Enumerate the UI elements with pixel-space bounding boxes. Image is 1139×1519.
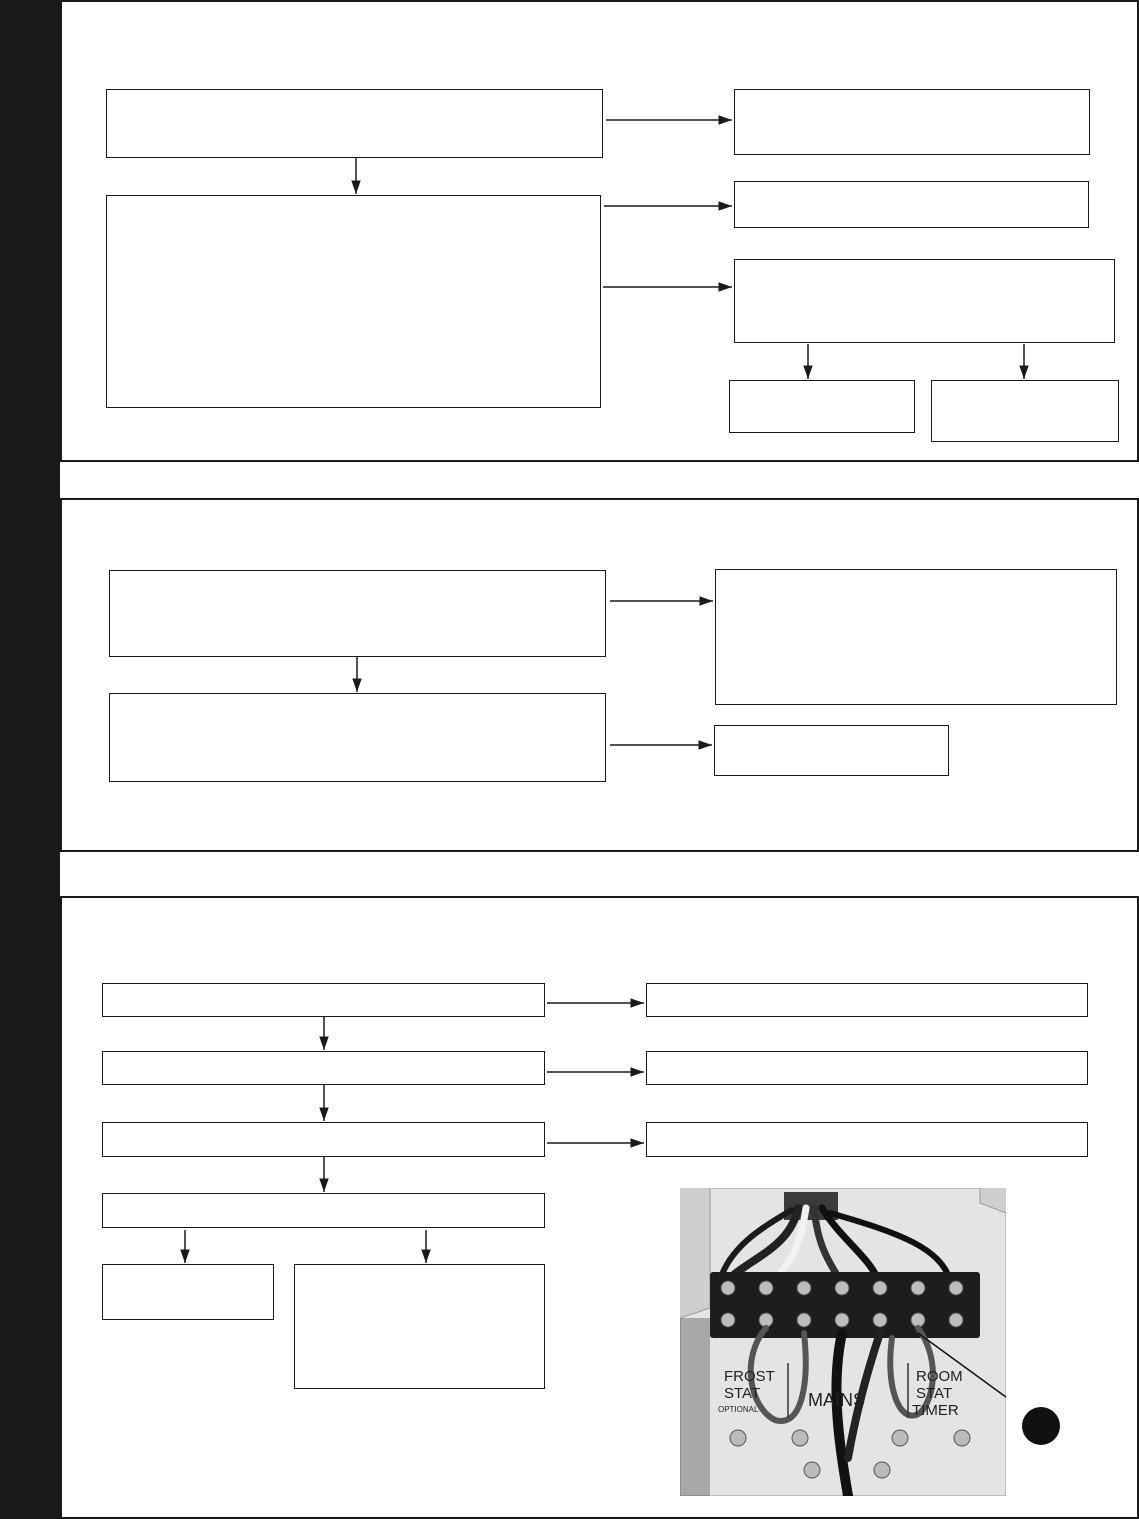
label-room-stat-line2: STAT xyxy=(916,1385,953,1402)
label-optional: OPTIONAL xyxy=(718,1405,759,1414)
terminal-block-photo xyxy=(680,1188,1006,1496)
label-room-stat-line1: ROOM xyxy=(916,1368,963,1385)
label-frost-stat-line2: STAT xyxy=(724,1385,761,1402)
label-mains: MAINS xyxy=(808,1390,866,1410)
label-frost-stat-line1: FROST xyxy=(724,1368,775,1385)
callout-marker-dot xyxy=(1022,1407,1060,1445)
label-timer: TIMER xyxy=(912,1402,959,1419)
